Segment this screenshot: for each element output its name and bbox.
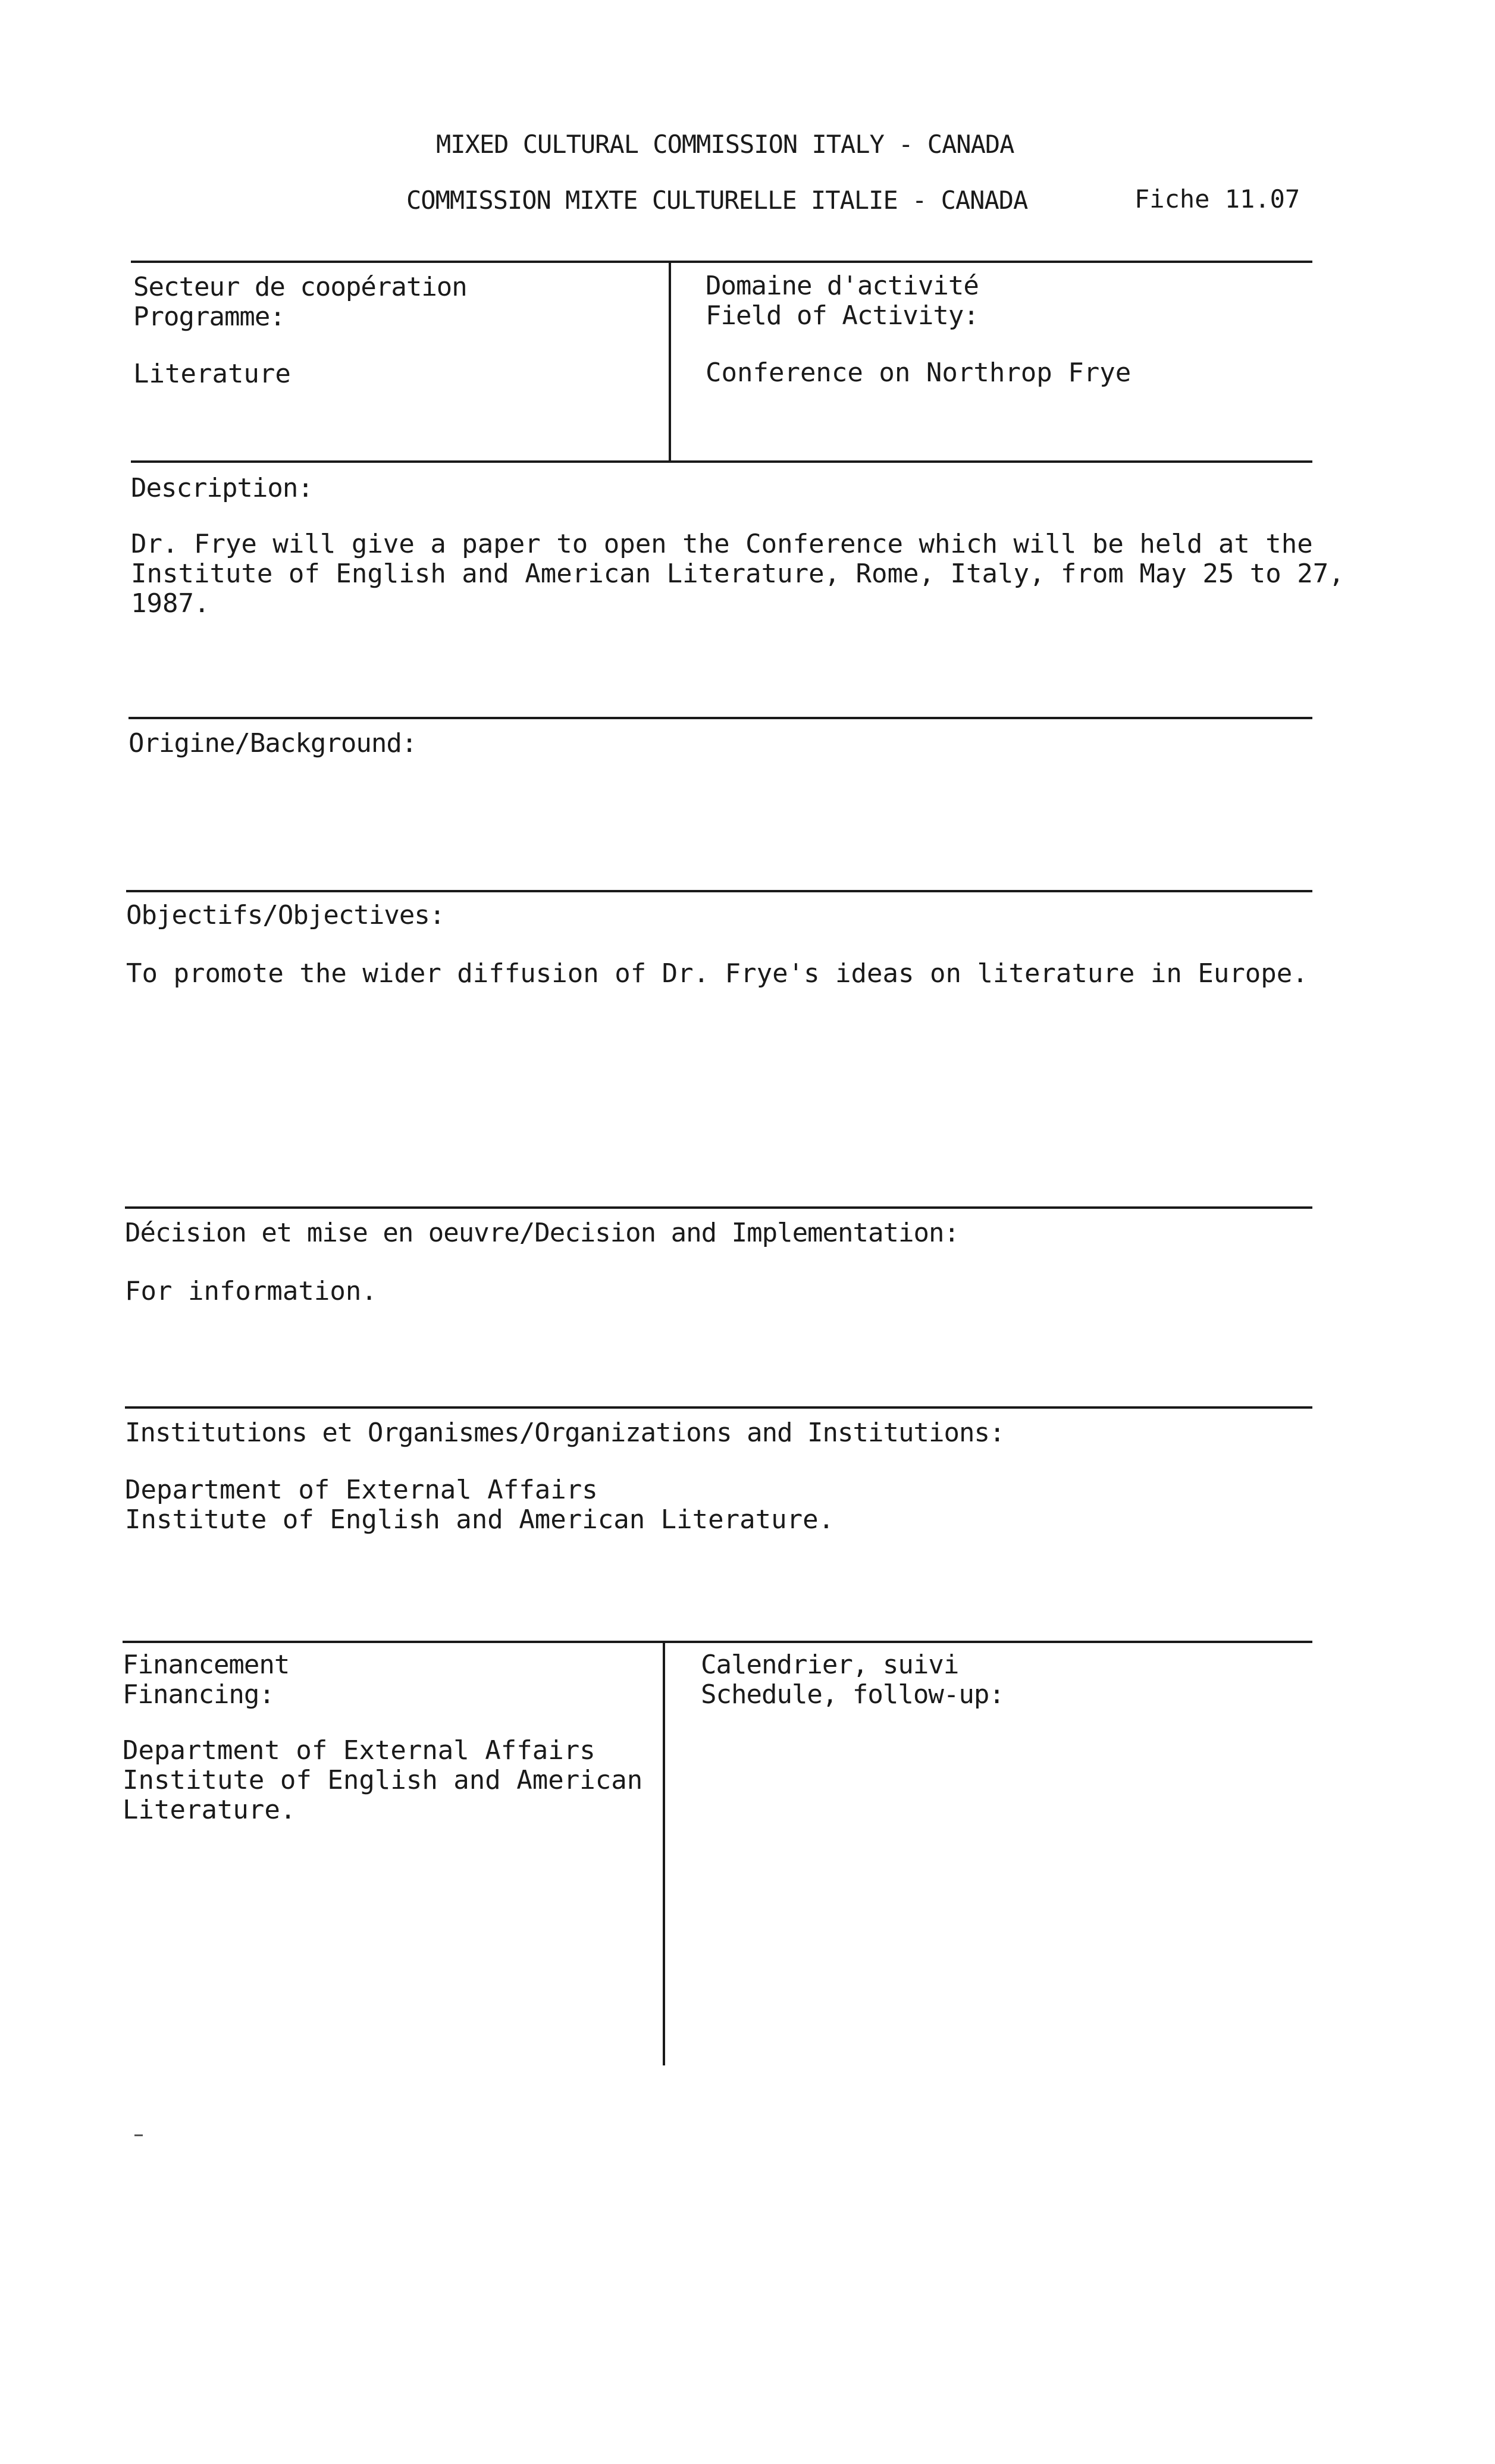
title-english: MIXED CULTURAL COMMISSION ITALY - CANADA (436, 130, 1014, 159)
description-label: Description: (131, 473, 313, 503)
decision-label: Décision et mise en oeuvre/Decision and Implementation: (125, 1218, 959, 1248)
rule-top (131, 261, 1312, 263)
objectives-label: Objectifs/Objectives: (126, 900, 445, 930)
objectives-text: To promote the wider diffusion of Dr. Frye's ideas on literature in Europe. (126, 958, 1308, 989)
field-of-activity-label: Domaine d'activité Field of Activity: (706, 271, 979, 331)
divider-financing-section (663, 1642, 665, 2065)
rule-institutions (125, 1406, 1312, 1409)
institutions-text: Department of External Affairs Institute of English and American Literature. (125, 1475, 835, 1535)
title-french: COMMISSION MIXTE CULTURELLE ITALIE - CANADA (406, 186, 1028, 215)
rule-objectives (126, 890, 1312, 892)
field-of-activity-value: Conference on Northrop Frye (706, 358, 1132, 388)
programme-value: Literature (133, 359, 291, 389)
rule-description (131, 460, 1312, 463)
financing-text: Department of External Affairs Institute of English and American Literature. (123, 1735, 643, 1825)
stray-mark (134, 2134, 143, 2136)
schedule-label: Calendrier, suivi Schedule, follow-up: (701, 1650, 1004, 1710)
decision-text: For information. (125, 1276, 377, 1306)
description-text: Dr. Frye will give a paper to open the Conference which will be held at the Institute of English and American Literature, Rome, Italy, from May 25 to 27, 1987. (131, 529, 1344, 619)
cooperation-sector-label: Secteur de coopération Programme: (133, 272, 467, 332)
rule-decision (125, 1206, 1312, 1209)
financing-label: Financement Financing: (123, 1650, 290, 1710)
fiche-number: Fiche 11.07 (1134, 184, 1300, 214)
background-label: Origine/Background: (128, 728, 417, 758)
divider-top-section (669, 262, 671, 463)
rule-background (128, 717, 1312, 719)
institutions-label: Institutions et Organismes/Organizations and Institutions: (125, 1418, 1005, 1448)
rule-financing (123, 1641, 1312, 1643)
